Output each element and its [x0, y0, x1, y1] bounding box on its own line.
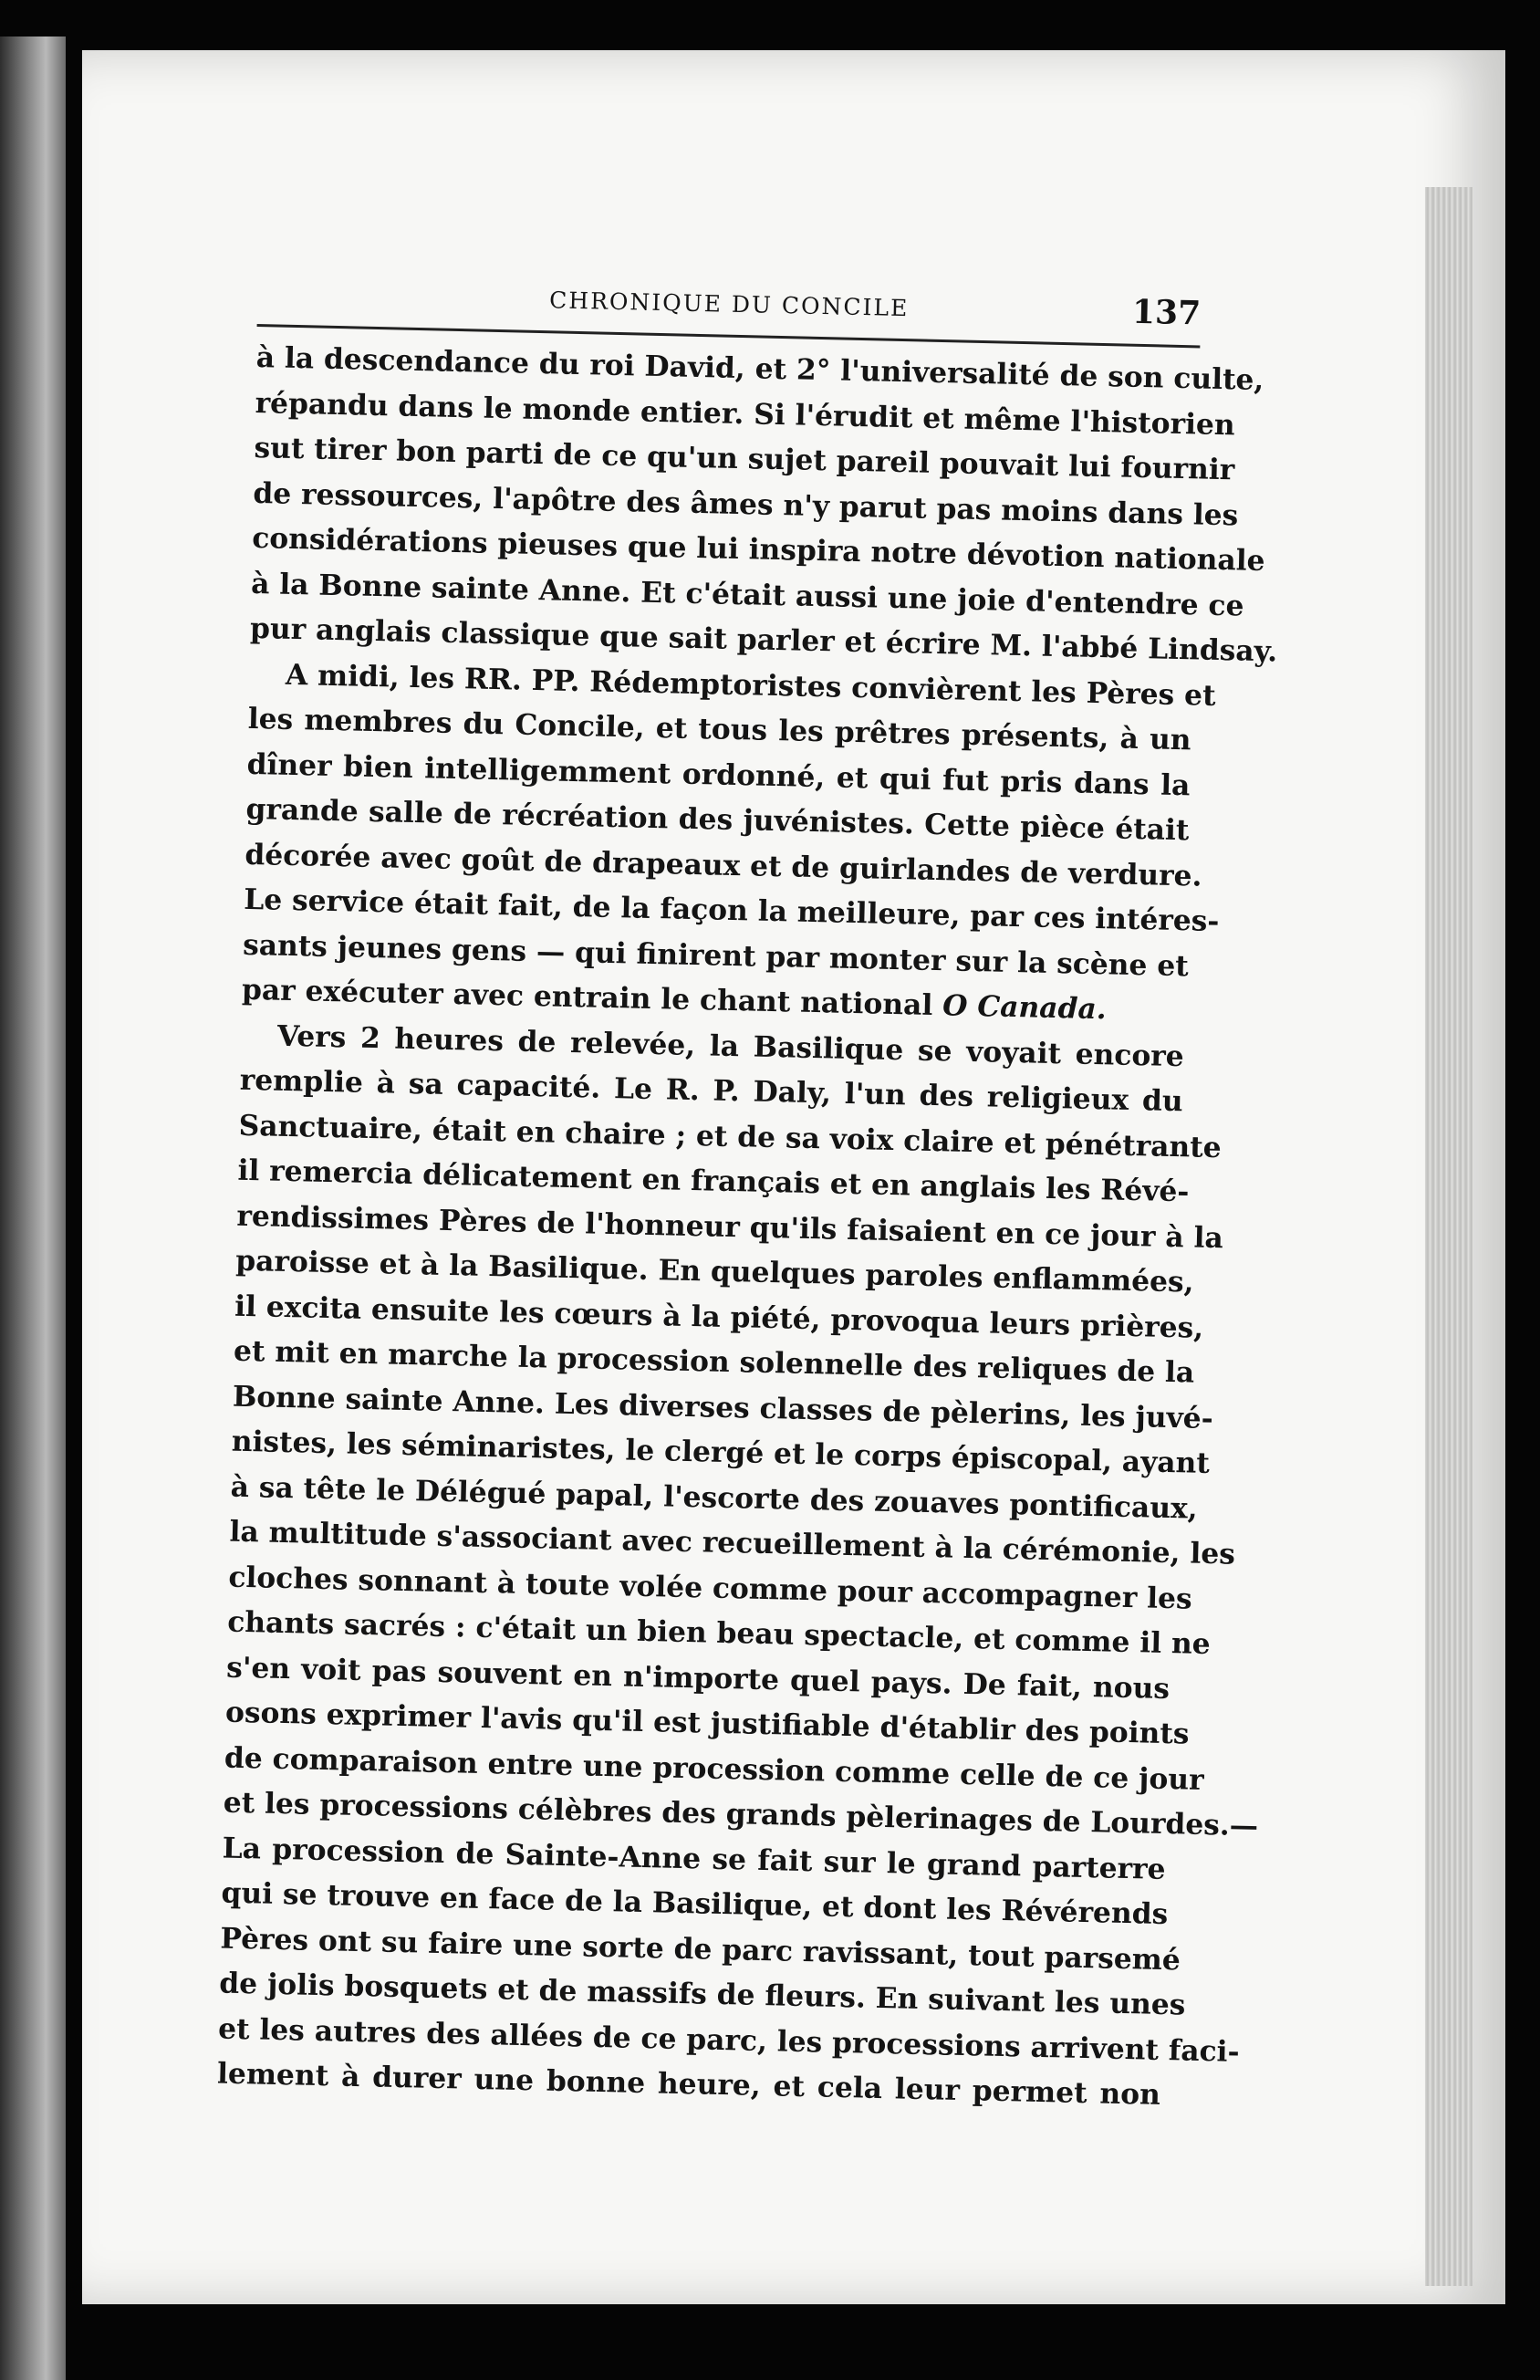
song-title: O Canada.	[942, 989, 1108, 1027]
text-line: Le service était fait, de la façon la meilleure, par ces intéres-	[243, 882, 1220, 939]
text-line: paroisse et à la Basilique. En quelques paroles enflammées,	[234, 1244, 1194, 1300]
text-line: de ressources, l'apôtre des âmes n'y parut pas moins dans les	[253, 476, 1239, 532]
text-line: Sanctuaire, était en chaire ; et de sa voix claire et pénétrante	[238, 1109, 1223, 1164]
text-line: lement à durer une bonne heure, et cela leur permet non	[216, 2057, 1161, 2112]
text-line: les membres du Concile, et tous les prêtres présents, à un	[247, 702, 1191, 757]
text-line: par exécuter avec entrain le chant national	[241, 973, 933, 1022]
text-line: La procession de Sainte-Anne se fait sur le grand parterre	[222, 1832, 1166, 1886]
page-stack-edges	[1425, 187, 1472, 2286]
text-line: rendissimes Pères de l'honneur qu'ils faisaient en ce jour à la	[236, 1199, 1224, 1255]
body-text	[216, 336, 1278, 2118]
text-line: Bonne sainte Anne. Les diverses classes de pèlerins, les juvé-	[232, 1380, 1214, 1435]
text-line: à la descendance du roi David, et 2° l'universalité de son culte,	[255, 340, 1264, 398]
text-line: Pères ont su faire une sorte de parc ravissant, tout parsemé	[220, 1922, 1181, 1977]
text-line: nistes, les séminaristes, le clergé et le corps épiscopal, ayant	[231, 1425, 1211, 1480]
text-line: dîner bien intelligemment ordonné, et qui fut pris dans la	[246, 747, 1191, 802]
text-line: et les autres des allées de ce parc, les processions arrivent faci-	[217, 2012, 1240, 2069]
text-line: cloches sonnant à toute volée comme pour accompagner les	[228, 1561, 1193, 1616]
text-line: et mit en marche la procession solennelle des reliques de la	[233, 1334, 1195, 1390]
text-line: décorée avec goût de drapeaux et de guirlandes de verdure.	[245, 838, 1202, 893]
text-line: à sa tête le Délégué papal, l'escorte des zouaves pontificaux,	[230, 1470, 1199, 1526]
text-line: sants jeunes gens — qui finirent par monter sur la scène et	[242, 928, 1190, 983]
text-line: de jolis bosquets et de massifs de fleurs. En suivant les unes	[218, 1967, 1186, 2022]
page-content	[216, 269, 1278, 2118]
page-number: 137	[1131, 292, 1202, 333]
text-line: à la Bonne sainte Anne. Et c'était aussi une joie d'entendre ce	[250, 567, 1244, 623]
text-line: qui se trouve en face de la Basilique, et dont les Révérends	[221, 1876, 1169, 1932]
text-line: s'en voit pas souvent en n'importe quel pays. De fait, nous	[225, 1651, 1171, 1706]
text-line: il remercia délicatement en français et en anglais les Révé-	[237, 1153, 1190, 1209]
text-line: chants sacrés : c'était un bien beau spectacle, et comme il ne	[226, 1605, 1212, 1662]
text-line: et les processions célèbres des grands pèlerinages de Lourdes.—	[223, 1786, 1259, 1843]
text-line: de comparaison entre une procession comme celle de ce jour	[224, 1741, 1204, 1797]
text-line: considérations pieuses que lui inspira notre dévotion nationale	[251, 521, 1265, 579]
text-line: pur anglais classique que sait parler et écrire M. l'abbé Lindsay.	[249, 611, 1278, 669]
text-line: osons exprimer l'avis qu'il est justifiable d'établir des points	[224, 1696, 1190, 1751]
text-line: la multitude s'associant avec recueillement à la cérémonie, les	[229, 1515, 1236, 1571]
text-line: grande salle de récréation des juvénistes. Cette pièce était	[245, 792, 1190, 848]
text-line: remplie à sa capacité. Le R. P. Daly, l'un des religieux du	[239, 1063, 1183, 1119]
text-line: répandu dans le monde entier. Si l'érudit et même l'historien	[255, 386, 1236, 442]
text-line: il excita ensuite les cœurs à la piété, provoqua leurs prières,	[234, 1289, 1204, 1345]
text-line: sut tirer bon parti de ce qu'un sujet pareil pouvait lui fournir	[254, 431, 1235, 487]
text-line: Vers 2 heures de relevée, la Basilique se voyait encore	[276, 1019, 1185, 1073]
previous-page-edge	[0, 37, 66, 2380]
running-title: CHRONIQUE DU CONCILE	[548, 287, 910, 322]
text-line: A midi, les RR. PP. Rédemptoristes convièrent les Pères et	[285, 658, 1216, 713]
